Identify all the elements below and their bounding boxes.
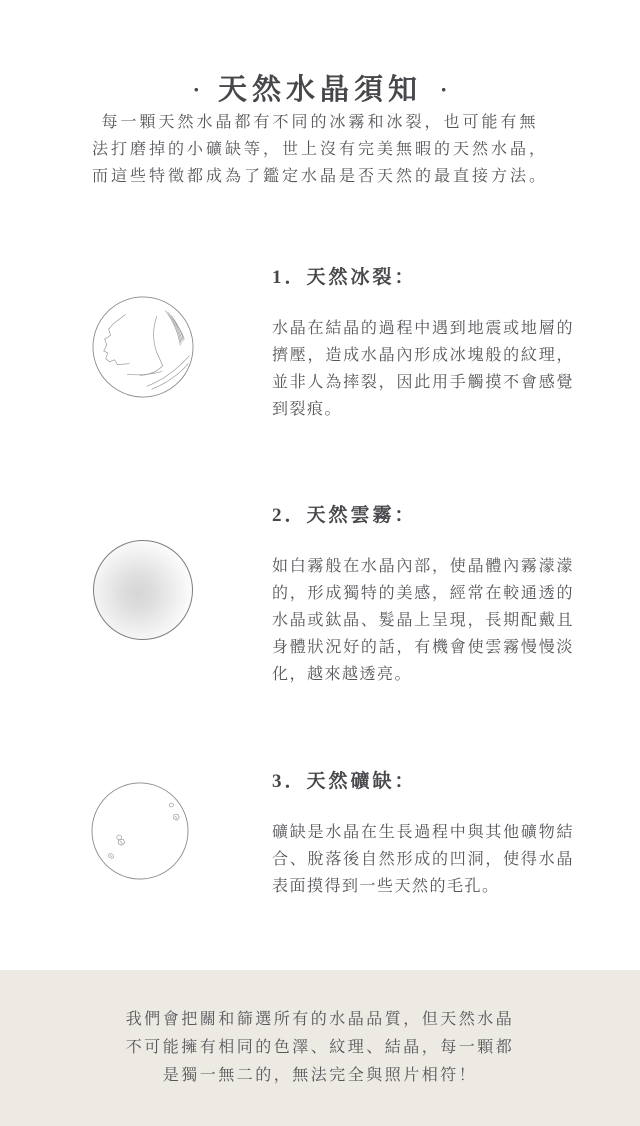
page-title bbox=[0, 73, 640, 107]
intro-paragraph bbox=[0, 109, 640, 190]
section-heading: 1．天然冰裂： bbox=[272, 267, 417, 288]
title-left-dot: · bbox=[192, 77, 200, 103]
footer-note bbox=[0, 970, 640, 1126]
section-ice-crack bbox=[272, 266, 574, 423]
cloud-sphere-icon bbox=[93, 540, 193, 640]
section-heading: 3．天然礦缺： bbox=[272, 771, 417, 792]
pitted-sphere-icon bbox=[91, 782, 189, 880]
intro-line: 每一顆天然水晶都有不同的冰霧和冰裂，也可能有無 bbox=[101, 114, 539, 131]
section-cloud-mist bbox=[272, 504, 574, 688]
section-body: 如白霧般在水晶內部，使晶體內霧濛濛的，形成獨特的美感，經常在較通透的水晶或鈦晶、髮晶上呈現，長期配戴且身體狀況好的話，有機會使雲霧慢慢淡化，越來越透亮。 bbox=[272, 558, 574, 683]
intro-line: 法打磨掉的小礦缺等，世上沒有完美無暇的天然水晶， bbox=[91, 141, 548, 158]
section-body: 水晶在結晶的過程中遇到地震或地層的擠壓，造成水晶內形成冰塊般的紋理，並非人為摔裂，因此用手觸摸不會感覺到裂痕。 bbox=[272, 320, 574, 418]
footer-line: 是獨一無二的，無法完全與照片相符！ bbox=[162, 1067, 478, 1084]
intro-line: 而這些特徵都成為了鑑定水晶是否天然的最直接方法。 bbox=[91, 168, 548, 185]
title-right-dot: · bbox=[440, 77, 448, 103]
page-title-text: 天然水晶須知 bbox=[217, 74, 422, 107]
footer-line: 不可能擁有相同的色澤、紋理、結晶，每一顆都 bbox=[125, 1039, 515, 1056]
ice-crack-sphere-icon bbox=[92, 296, 194, 398]
section-heading: 2．天然雲霧： bbox=[272, 505, 417, 526]
section-mineral-pit bbox=[272, 770, 574, 900]
section-body: 礦缺是水晶在生長過程中與其他礦物結合、脫落後自然形成的凹洞，使得水晶表面摸得到一些天然的毛孔。 bbox=[272, 824, 574, 895]
footer-line: 我們會把關和篩選所有的水晶品質，但天然水晶 bbox=[125, 1011, 515, 1028]
